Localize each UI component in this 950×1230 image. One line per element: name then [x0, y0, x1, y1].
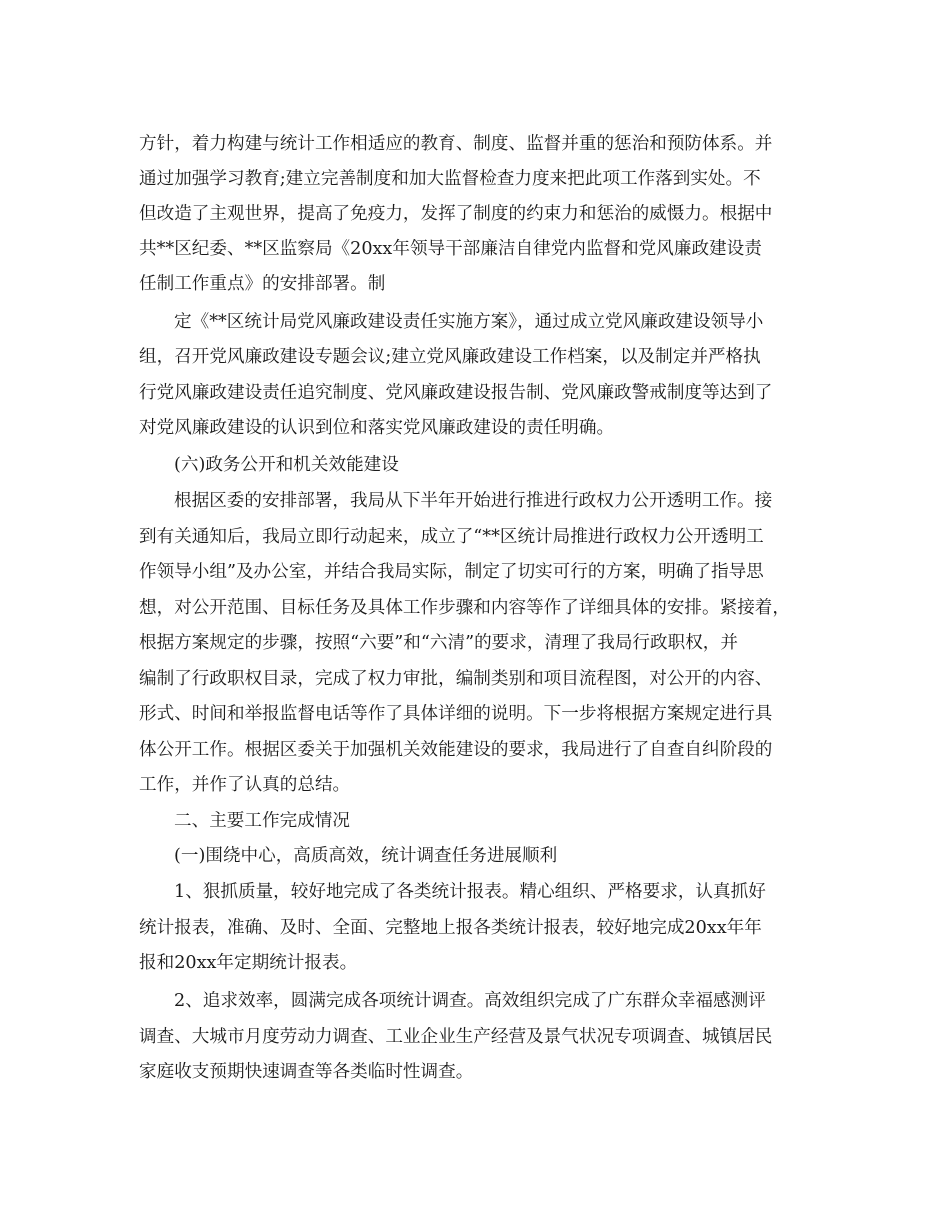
text-line: 根据方案规定的步骤，按照“六要”和“六清”的要求，清理了我局行政职权，并	[139, 633, 738, 653]
text-line: 报和20xx年定期统计报表。	[139, 953, 358, 973]
text-line: 作领导小组”及办公室，并结合我局实际，制定了切实可行的方案，明确了指导思	[139, 562, 764, 582]
text-line: 但改造了主观世界，提高了免疫力，发挥了制度的约束力和惩治的威慑力。根据中	[139, 204, 773, 224]
text-line: 编制了行政职权目录，完成了权力审批，编制类别和项目流程图，对公开的内容、	[139, 669, 773, 689]
text-line: 方针，着力构建与统计工作相适应的教育、制度、监督并重的惩治和预防体系。并	[139, 134, 773, 154]
text-line: 对党风廉政建设的认识到位和落实党风廉政建设的责任明确。	[139, 418, 615, 438]
text-line: 调查、大城市月度劳动力调查、工业企业生产经营及景气状况专项调查、城镇居民	[139, 1027, 773, 1047]
text-line: 共**区纪委、**区监察局《20xx年领导干部廉洁自律党内监督和党风廉政建设责	[139, 239, 762, 259]
text-line: 行党风廉政建设责任追究制度、党风廉政建设报告制、党风廉政警戒制度等达到了	[139, 383, 773, 403]
text-line: 工作，并作了认真的总结。	[139, 775, 351, 795]
text-line: 根据区委的安排部署，我局从下半年开始进行推进行政权力公开透明工作。接	[174, 491, 773, 511]
text-line: 2、追求效率，圆满完成各项统计调查。高效组织完成了广东群众幸福感测评	[174, 991, 766, 1011]
text-line: 家庭收支预期快速调查等各类临时性调查。	[139, 1062, 474, 1082]
text-line: 定《**区统计局党风廉政建设责任实施方案》，通过成立党风廉政建设领导小	[174, 312, 764, 332]
text-line: 1、狠抓质量，较好地完成了各类统计报表。精心组织、严格要求，认真抓好	[174, 882, 766, 902]
text-line: 组，召开党风廉政建设专题会议;建立党风廉政建设工作档案，以及制定并严格执	[139, 347, 761, 367]
section-heading: (六)政务公开和机关效能建设	[174, 455, 399, 475]
text-line: 通过加强学习教育;建立完善制度和加大监督检查力度来把此项工作落到实处。不	[139, 169, 761, 189]
text-line: 到有关通知后，我局立即行动起来，成立了“**区统计局推进行政权力公开透明工	[139, 527, 764, 547]
section-heading: 二、主要工作完成情况	[174, 811, 350, 831]
text-line: 任制工作重点》的安排部署。制	[139, 274, 386, 294]
text-line: 体公开工作。根据区委关于加强机关效能建设的要求，我局进行了自查自纠阶段的	[139, 740, 773, 760]
section-heading: (一)围绕中心，高质高效，统计调查任务进展顺利	[174, 846, 558, 866]
text-line: 统计报表，准确、及时、全面、完整地上报各类统计报表，较好地完成20xx年年	[139, 918, 762, 938]
text-line: 想，对公开范围、目标任务及具体工作步骤和内容等作了详细具体的安排。紧接着，	[139, 598, 790, 618]
text-line: 形式、时间和举报监督电话等作了具体详细的说明。下一步将根据方案规定进行具	[139, 704, 773, 724]
